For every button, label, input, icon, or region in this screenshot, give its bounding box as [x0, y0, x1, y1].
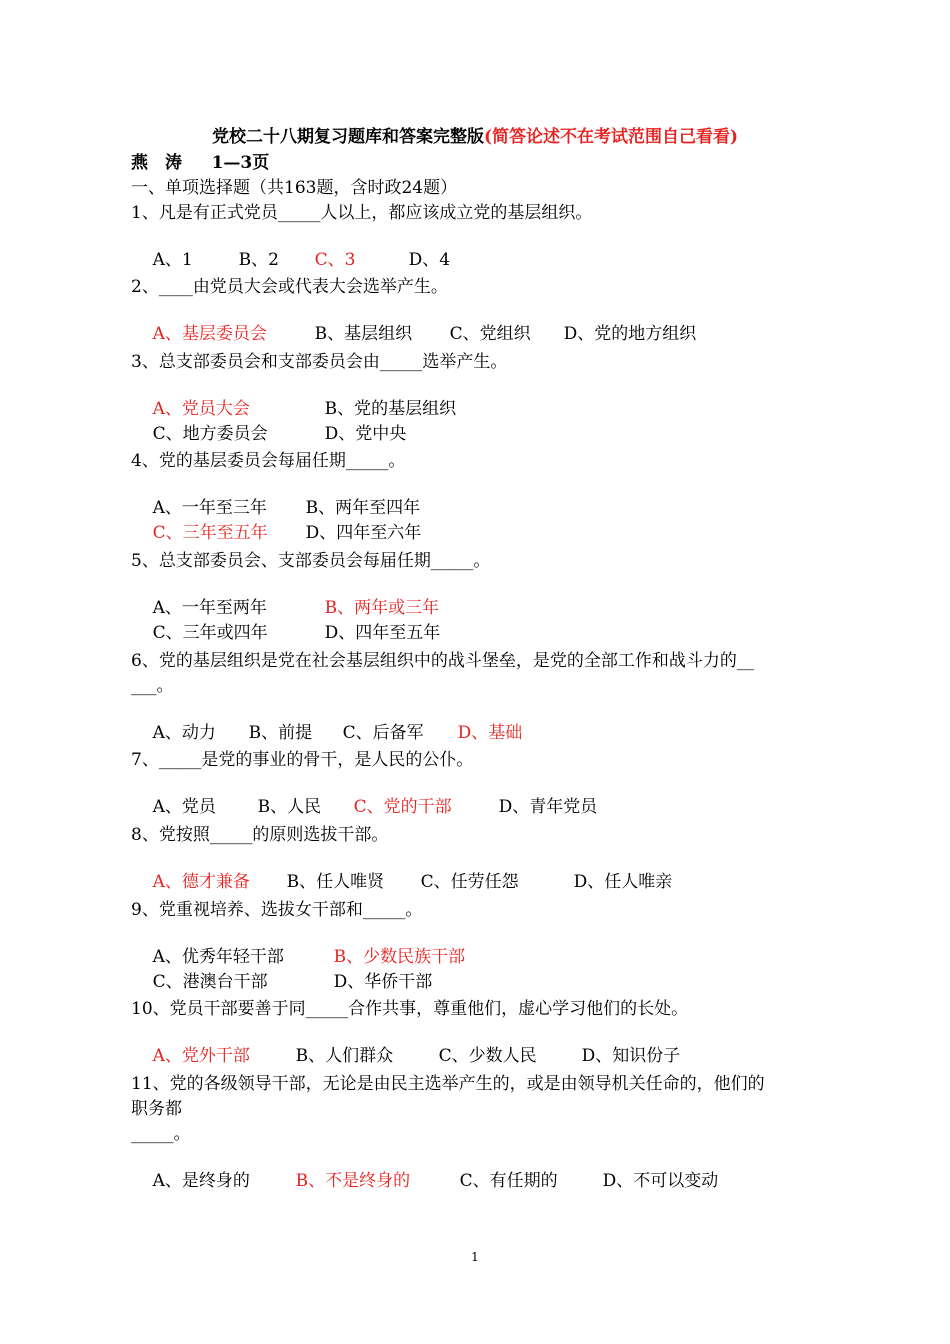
option-c: C、后备军 — [342, 723, 424, 743]
option-c: C、任劳任怨 — [420, 872, 519, 892]
page-range: 1—3页 — [211, 153, 270, 173]
option-d: D、青年党员 — [498, 797, 598, 817]
section-heading: 一、单项选择题（共163题，含时政24题） — [131, 178, 458, 198]
option-b: B、前提 — [248, 723, 313, 743]
option-b-answer: B、两年或三年 — [324, 598, 440, 618]
option-d: D、任人唯亲 — [573, 872, 673, 892]
question-text: 2、____由党员大会或代表大会选举产生。 — [131, 277, 448, 297]
option-c: C、党组织 — [449, 324, 531, 344]
title-main: 党校二十八期复习题库和答案完整版 — [211, 127, 484, 147]
option-a: A、党员 — [152, 797, 216, 817]
option-d: D、四年至六年 — [305, 523, 422, 543]
option-a: A、一年至两年 — [152, 598, 267, 618]
question-text: 3、总支部委员会和支部委员会由_____选举产生。 — [131, 352, 508, 372]
option-a-answer: A、德才兼备 — [152, 872, 250, 892]
option-c-answer: C、三年至五年 — [152, 523, 268, 543]
option-b: B、人们群众 — [295, 1046, 394, 1066]
question-text: 10、党员干部要善于同_____合作共事，尊重他们，虚心学习他们的长处。 — [131, 999, 689, 1019]
author-line — [131, 152, 269, 174]
question-text-continued: 职务都 — [131, 1099, 182, 1119]
option-c: C、少数人民 — [438, 1046, 537, 1066]
option-a-answer: A、党员大会 — [152, 399, 250, 419]
option-d: D、4 — [408, 250, 451, 270]
question-text-continued: ___。 — [131, 676, 174, 696]
option-b: B、人民 — [257, 797, 322, 817]
question-text: 9、党重视培养、选拔女干部和_____。 — [131, 900, 423, 920]
option-a: A、1 — [152, 250, 193, 270]
page-number: 1 — [471, 1250, 479, 1264]
option-c: C、港澳台干部 — [152, 972, 268, 992]
question-text: 5、总支部委员会、支部委员会每届任期_____。 — [131, 551, 491, 571]
option-c: C、有任期的 — [459, 1171, 558, 1191]
option-d: D、党中央 — [324, 424, 407, 444]
document-title — [0, 126, 950, 148]
option-a: A、是终身的 — [152, 1171, 250, 1191]
question-text: 11、党的各级领导干部，无论是由民主选举产生的，或是由领导机关任命的，他们的 — [131, 1074, 765, 1094]
option-d: D、华侨干部 — [333, 972, 433, 992]
option-b: B、2 — [238, 250, 279, 270]
option-a: A、动力 — [152, 723, 216, 743]
question-text: 1、凡是有正式党员_____人以上，都应该成立党的基层组织。 — [131, 203, 593, 223]
option-b: B、任人唯贤 — [286, 872, 385, 892]
question-blank: _____。 — [131, 1124, 191, 1144]
option-d: D、党的地方组织 — [563, 324, 697, 344]
option-c-answer: C、党的干部 — [353, 797, 452, 817]
option-d: D、不可以变动 — [602, 1171, 719, 1191]
option-b: B、党的基层组织 — [324, 399, 457, 419]
option-a: A、优秀年轻干部 — [152, 947, 284, 967]
option-c-answer: C、3 — [314, 250, 356, 270]
question-text: 7、_____是党的事业的骨干，是人民的公仆。 — [131, 750, 474, 770]
option-b-answer: B、不是终身的 — [295, 1171, 411, 1191]
option-d: D、知识份子 — [581, 1046, 681, 1066]
option-a-answer: A、基层委员会 — [152, 324, 267, 344]
option-a-answer: A、党外干部 — [152, 1046, 250, 1066]
title-note: (简答论述不在考试范围自己看看) — [483, 127, 739, 147]
option-c: C、三年或四年 — [152, 623, 268, 643]
option-b-answer: B、少数民族干部 — [333, 947, 466, 967]
option-d: D、四年至五年 — [324, 623, 441, 643]
option-b: B、基层组织 — [314, 324, 413, 344]
question-text: 4、党的基层委员会每届任期_____。 — [131, 451, 406, 471]
option-row — [131, 1148, 718, 1214]
option-c: C、地方委员会 — [152, 424, 268, 444]
question-text: 6、党的基层组织是党在社会基层组织中的战斗堡垒，是党的全部工作和战斗力的__ — [131, 651, 754, 671]
option-d-answer: D、基础 — [457, 723, 523, 743]
option-a: A、一年至三年 — [152, 498, 267, 518]
author-name: 燕 涛 — [131, 153, 182, 173]
option-b: B、两年至四年 — [305, 498, 421, 518]
question-text: 8、党按照_____的原则选拔干部。 — [131, 825, 389, 845]
